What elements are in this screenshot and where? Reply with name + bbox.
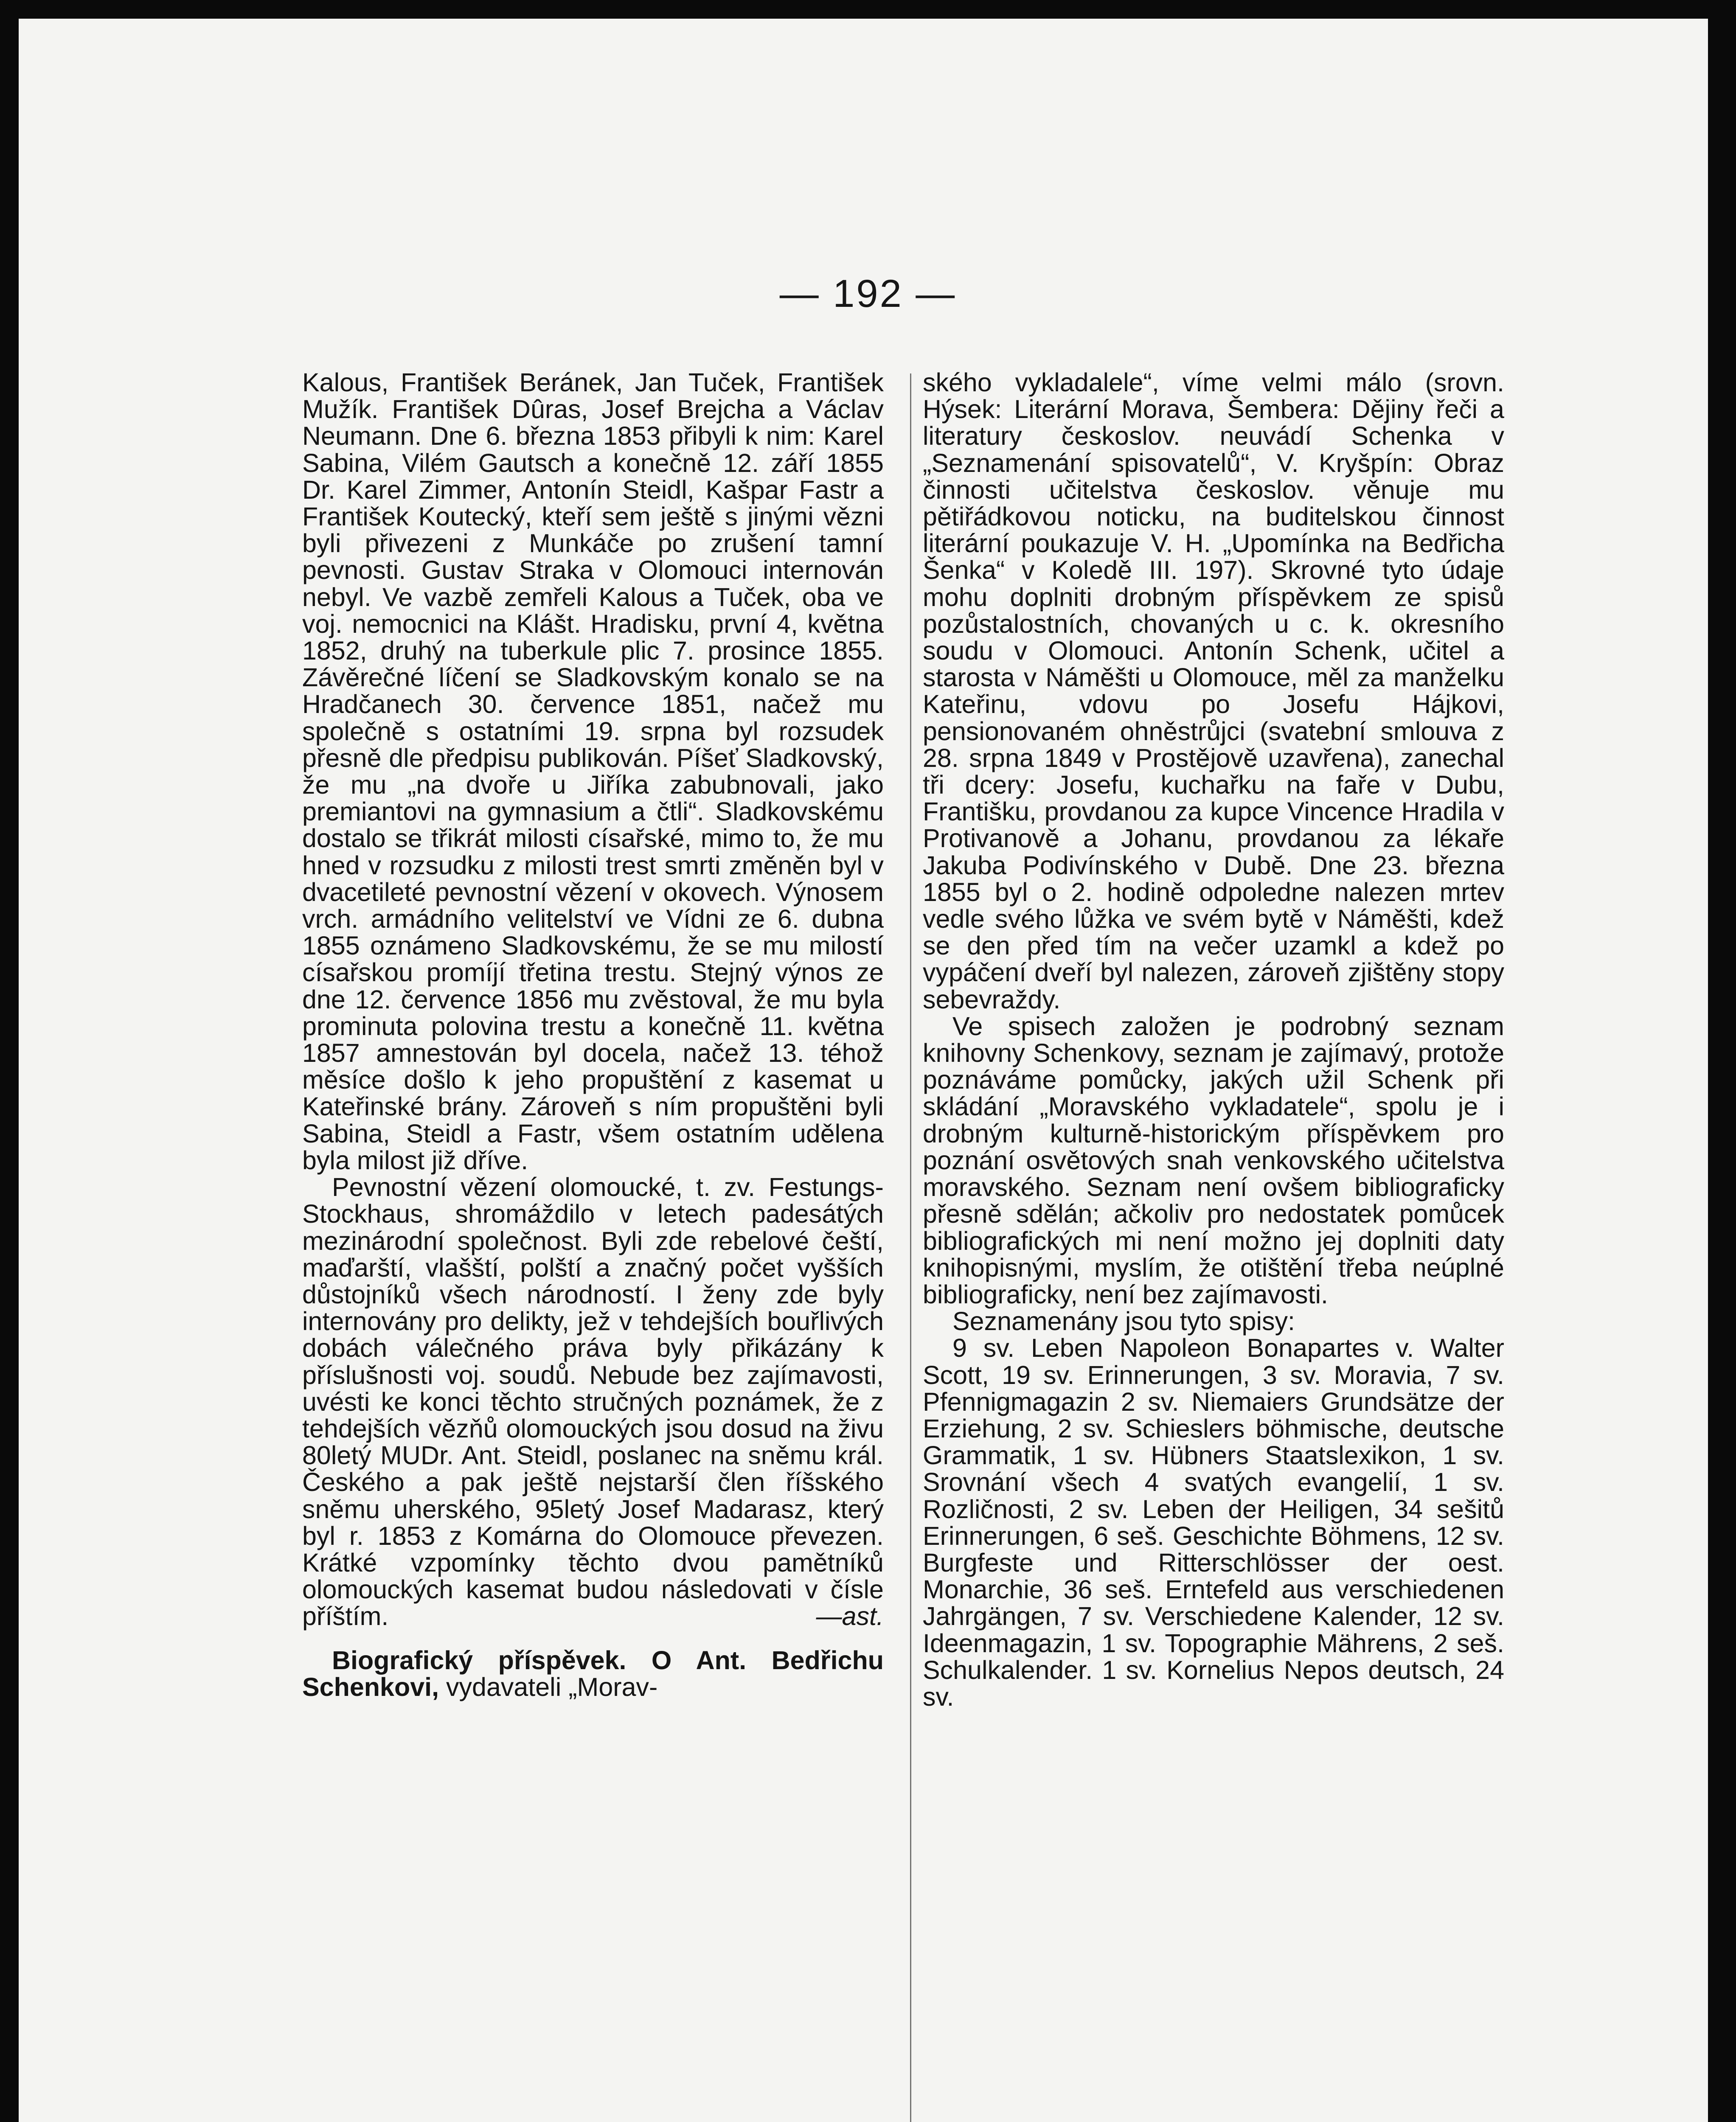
page-number: — 192 — <box>779 272 957 315</box>
right-paragraph-1: ského vykladalele“, víme velmi málo (srovn. Hýsek: Literární Morava, Šembera: Dějiny řeči a literatury českoslov. neuvádí Schenka v „Seznamenání spisovatelů“, V. Kryšpín: Obraz činnosti učitelstva českoslov. věnuje mu pětiřádkovou noticku, na buditelskou činnost literární poukazuje V. H. „Upomínka na Bedřicha Šenka“ v Koledě III. 197). Skrovné tyto údaje mohu doplniti drobným příspěvkem ze spisů pozůstalostních, chovaných u c. k. okresního soudu v Olomouci. Antonín Schenk, učitel a starosta v Náměšti u Olomouce, měl za manželku Kateřinu, vdovu po Josefu Hájkovi, pensionovaném ohněstrůjci (svatební smlouva z 28. srpna 1849 v Prostějově uzavřena), zanechal tři dcery: Josefu, kuchařku na faře v Dubu, Františku, provdanou za kupce Vincence Hradila v Protivanově a Johanu, provdanou za lékaře Jakuba Podivínského v Dubě. Dne 23. března 1855 byl o 2. hodině odpoledne nalezen mrtev vedle svého lůžka ve svém bytě v Náměšti, kdež se den před tím na večer uzamkl a kdež po vypáčení dveří byl nalezen, zároveň zjištěny stopy sebevraždy. <box>923 368 1504 1014</box>
left-paragraph-3 <box>302 1647 884 1701</box>
author-signature: —ast. <box>816 1602 884 1631</box>
column-divider <box>910 373 911 2122</box>
scan-border-top <box>0 0 1736 19</box>
right-paragraph-2: Ve spisech založen je podrobný seznam knihovny Schenkovy, seznam je zajímavý, protože poznáváme pomůcky, jakých užil Schenk při skládání „Moravského vykladatele“, spolu je i drobným kulturně-historickým příspěvkem pro poznání osvětových snah venkovského učitelstva moravského. Seznam není ovšem bibliograficky přesně sdělán; ačkoliv pro nedostatek pomůcek bibliografických mi není možno jej doplniti daty knihopisnými, myslím, že otištění třeba neúplné bibliograficky, není bez zajímavosti. <box>923 1011 1504 1309</box>
scan-border-right <box>1708 0 1736 2122</box>
left-paragraph-2-text: Pevnostní vězení olomoucké, t. zv. Festungs-Stockhaus, shromáždilo v letech padesátých mezinárodní společnost. Byli zde rebelové čeští, maďarští, vlašští, polští a značný počet vyšších důstojníků všech národností. I ženy zde byly internovány pro delikty, jež v tehdejších bouřlivých dobách válečného práva byly přikázány k příslušnosti voj. soudů. Nebude bez zajímavosti, uvésti ke konci těchto stručných poznámek, že z tehdejších vězňů olomouckých jsou dosud na živu 80letý MUDr. Ant. Steidl, poslanec na sněmu král. Českého a pak ještě nejstarší člen říšského sněmu uherského, 95letý Josef Madarasz, který byl r. 1853 z Komárna do Olomouce převezen. Krátké vzpomínky těchto dvou pamětníků olomouckých kasemat budou následovati v čísle příštím. <box>302 1173 884 1631</box>
left-column <box>302 369 884 1701</box>
right-paragraph-4-book-list: 9 sv. Leben Napoleon Bonapartes v. Walter Scott, 19 sv. Erinnerungen, 3 sv. Moravia, 7 sv. Pfennigmagazin 2 sv. Niemaiers Grundsätze der Erziehung, 2 sv. Schieslers böhmische, deutsche Grammatik, 1 sv. Hübners Staatslexikon, 1 sv. Srovnání všech 4 svatých evangelií, 1 sv. Rozličnosti, 2 sv. Leben der Heiligen, 34 sešitů Erinnerungen, 6 seš. Geschichte Böhmens, 12 sv. Burgfeste und Ritterschlösser der oest. Monarchie, 36 seš. Erntefeld aus verschiedenen Jahrgängen, 7 sv. Verschiedene Kalender, 12 sv. Ideenmagazin, 1 sv. Topographie Mährens, 2 seš. Schulkalender. 1 sv. Kornelius Nepos deutsch, 24 sv. <box>923 1333 1504 1711</box>
left-paragraph-2 <box>302 1174 884 1630</box>
article-heading: Biografický příspěvek. O Ant. Bedřichu Schenkovi, <box>302 1645 884 1701</box>
article-heading-continuation: vydavateli „Morav- <box>439 1672 658 1701</box>
right-column <box>923 369 1504 1710</box>
right-paragraph-3: Seznamenány jsou tyto spisy: <box>952 1307 1295 1336</box>
scan-border-left <box>0 0 19 2122</box>
left-paragraph-1: Kalous, František Beránek, Jan Tuček, František Mužík. František Dûras, Josef Brejcha a Václav Neumann. Dne 6. března 1853 přibyli k nim: Karel Sabina, Vilém Gautsch a konečně 12. září 1855 Dr. Karel Zimmer, Antonín Steidl, Kašpar Fastr a František Koutecký, kteří sem ještě s jinými vězni byli přivezeni z Munkáče po zrušení tamní pevnosti. Gustav Straka v Olomouci internován nebyl. Ve vazbě zemřeli Kalous a Tuček, oba ve voj. nemocnici na Klášt. Hradisku, první 4, května 1852, druhý na tuberkule plic 7. prosince 1855. Závěrečné líčení se Sladkovským konalo se na Hradčanech 30. července 1851, načež mu společně s ostatními 19. srpna byl rozsudek přesně dle předpisu publikován. Píšeť Sladkovský, že mu „na dvoře u Jiříka zabubnovali, jako premiantovi na gymnasium a čtli“. Sladkovskému dostalo se třikrát milosti císařské, mimo to, že mu hned v rozsudku z milosti trest smrti změněn byl v dvacetileté pevnostní vězení v okovech. Výnosem vrch. armádního velitelství ve Vídni ze 6. dubna 1855 oznámeno Sladkovskému, že se mu milostí císařskou promíjí třetina trestu. Stejný výnos ze dne 12. července 1856 mu zvěstoval, že mu byla prominuta polovina trestu a konečně 11. května 1857 amnestován byl docela, načež 13. téhož měsíce došlo k jeho propuštění z kasemat u Kateřinské brány. Zároveň s ním propuštěni byli Sabina, Steidl a Fastr, všem ostatním udělena byla milost již dříve. <box>302 368 884 1175</box>
